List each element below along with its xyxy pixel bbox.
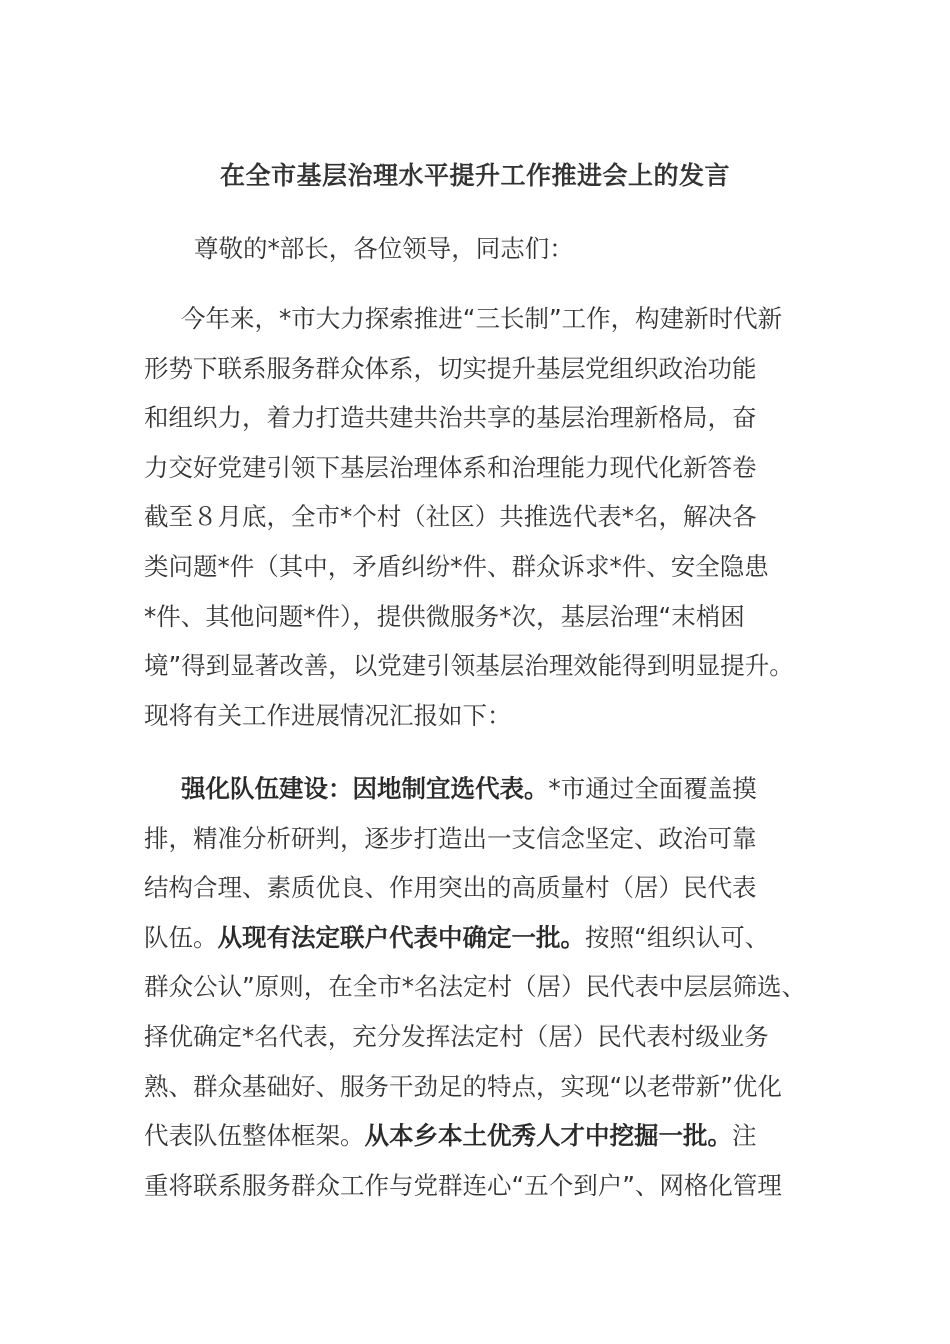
paragraph-line: 类问题*件（其中，矛盾纠纷*件、群众诉求*件、安全隐患 [144,551,769,581]
paragraph-line [144,764,824,814]
section-heading: 强化队伍建设：因地制宜选代表。 [181,774,549,803]
paragraph-text: 按照“组织认可、 [585,922,770,952]
paragraph-line: 今年来，*市大力探索推进“三长制”工作，构建新时代新 [181,304,783,333]
paragraph-line [144,1111,824,1161]
paragraph-line: 和组织力，着力打造共建共治共享的基层治理新格局，奋 [144,403,757,433]
paragraph-line: 群众公认”原则，在全市*名法定村（居）民代表中层层筛选、 [144,972,806,1002]
paragraph-line: 截至８月底，全市*个村（社区）共推选代表*名，解决各 [144,502,757,532]
paragraph-text: 注 [732,1121,757,1151]
paragraph-line [144,913,824,963]
paragraph-line: 重将联系服务群众工作与党群连心“五个到户”、网格化管理 [144,1170,782,1200]
paragraph-line: 形势下联系服务群众体系，切实提升基层党组织政治功能 [144,353,757,383]
paragraph-line: 结构合理、素质优良、作用突出的高质量村（居）民代表 [144,873,757,903]
paragraph-line: 境”得到显著改善，以党建引领基层治理效能得到明显提升。 [144,651,794,681]
paragraph-text: 队伍。 [144,922,218,952]
paragraph-text: *市通过全面覆盖摸 [548,774,757,803]
subsection-heading: 从本乡本土优秀人才中挖掘一批。 [364,1121,732,1151]
document-title: 在全市基层治理水平提升工作推进会上的发言 [219,161,730,190]
paragraph-line: 现将有关工作进展情况汇报如下： [144,700,512,730]
paragraph-line: 熟、群众基础好、服务干劲足的特点，实现“以老带新”优化 [144,1071,782,1101]
paragraph-text: 代表队伍整体框架。 [144,1121,365,1151]
greeting: 尊敬的*部长，各位领导，同志们： [194,234,574,263]
paragraph-line: 排，精准分析研判，逐步打造出一支信念坚定、政治可靠 [144,823,757,853]
paragraph-line: 力交好党建引领下基层治理体系和治理能力现代化新答卷 [144,452,757,482]
paragraph-intro [144,294,824,740]
subsection-heading: 从现有法定联户代表中确定一批。 [217,922,585,952]
paragraph-line: 择优确定*名代表，充分发挥法定村（居）民代表村级业务 [144,1021,769,1051]
paragraph-team-building [144,764,824,1210]
paragraph-line: *件、其他问题*件），提供微服务*次，基层治理“末梢困 [144,601,745,631]
